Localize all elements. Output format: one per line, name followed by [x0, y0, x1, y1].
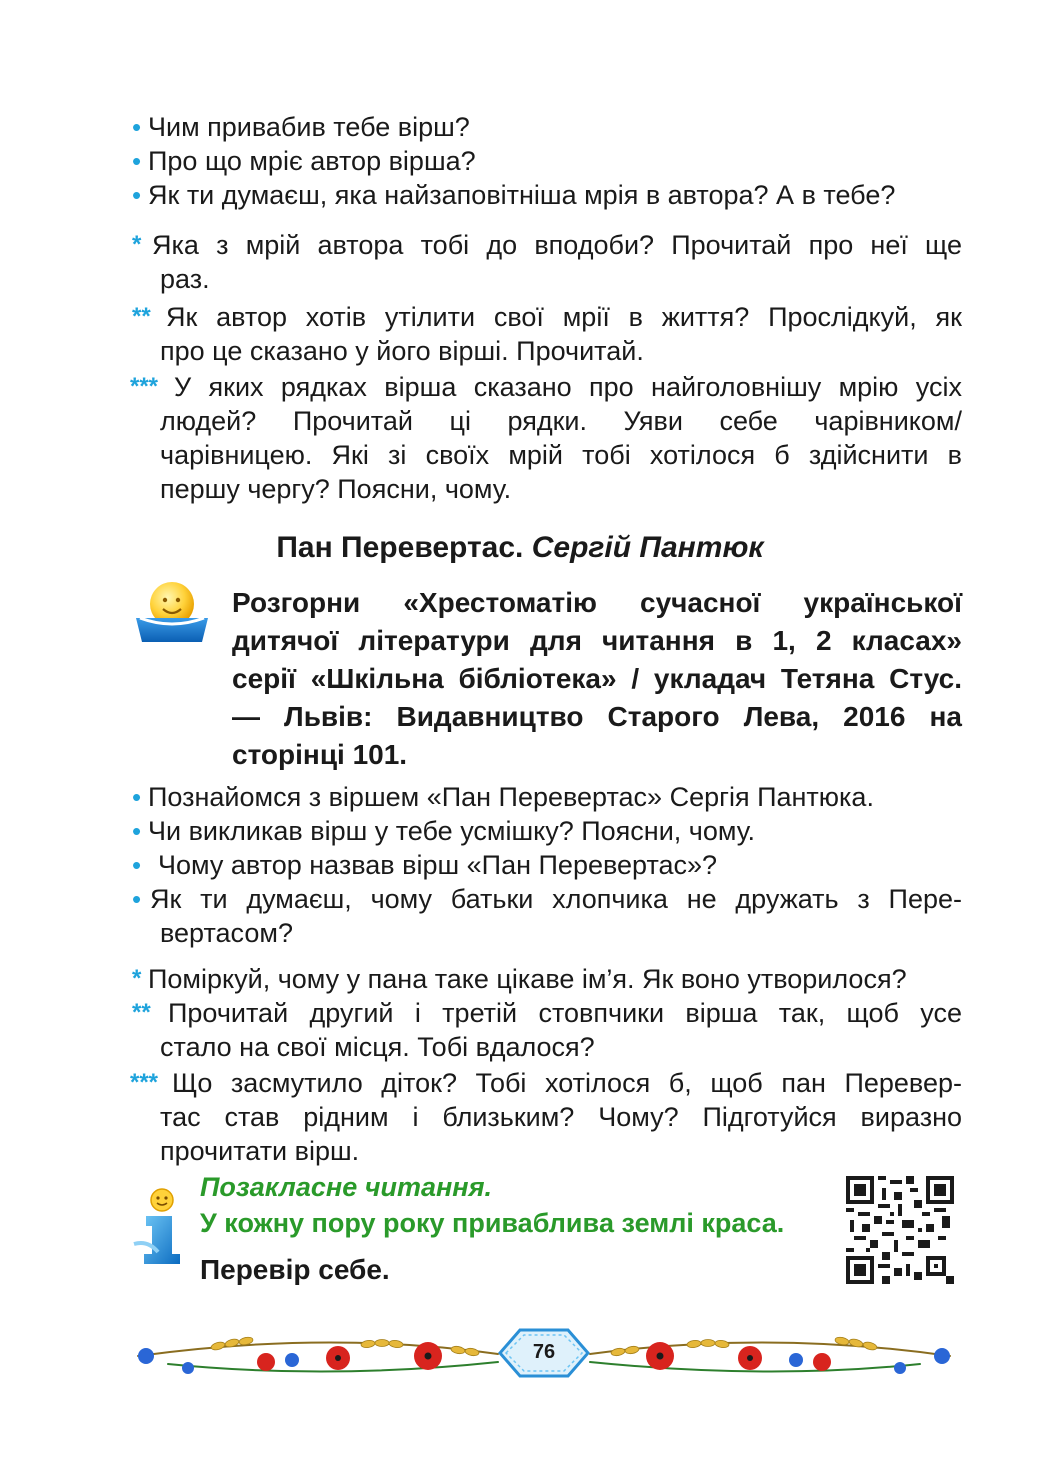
task-text: про це сказано у його вірші. Прочитай. [160, 336, 644, 366]
difficulty-mark: * [132, 231, 142, 258]
extra-reading-title: Позакласне читання. [200, 1172, 492, 1202]
difficulty-mark: ** [132, 999, 151, 1026]
task-text: тас став рідним і близьким? Чому? Підготуйся виразно [160, 1102, 962, 1132]
list-item: • Чи викликав вірш у тебе усмішку? Поясни, чому. [132, 816, 756, 846]
task-text: У яких рядках вірша сказано про найголовнішу мрію усіх [174, 372, 962, 402]
difficulty-mark: *** [130, 373, 159, 400]
extra-reading-subtitle: У кожну пору року привабливa землі краса. [200, 1208, 785, 1238]
list-item: • [132, 884, 142, 914]
task-text: людей? Прочитай ці рядки. Уяви себе чарівником/ [160, 406, 962, 436]
task-text: прочитати вірш. [160, 1136, 360, 1166]
list-item: • Про що мріє автор вірша? [132, 146, 476, 176]
self-check-label: Перевір себе. [200, 1254, 390, 1285]
task-text: першу чергу? Поясни, чому. [160, 474, 512, 504]
list-item: • Чим привабив тебе вірш? [132, 112, 470, 142]
task-text: чарівницею. Які зі своїх мрій тобі хотілося б здійснити в [160, 440, 962, 470]
reading-book-icon [132, 578, 212, 646]
info-icon [130, 1186, 194, 1270]
poem-title: Пан Перевертас. [276, 531, 524, 564]
list-item: • Познайомся з віршем «Пан Перевертас» Сергія Пантюка. [132, 782, 874, 812]
task-text: Як автор хотів утілити свої мрії в життя? Прослідкуй, як [166, 302, 962, 332]
difficulty-mark: ** [132, 303, 151, 330]
difficulty-mark: *** [130, 1069, 159, 1096]
task-text: Яка з мрій автора тобі до вподоби? Прочитай про неї ще [152, 230, 962, 260]
qr-code-icon[interactable] [846, 1176, 954, 1284]
task-text: раз. [160, 264, 210, 294]
task-text: Прочитай другий і третій стовпчики вірша так, щоб усе [168, 998, 962, 1028]
page-number: 76 [532, 1341, 556, 1363]
task-text: Що засмутило діток? Тобі хотілося б, щоб пан Перевер- [172, 1068, 962, 1098]
task-text: Поміркуй, чому у пана таке цікаве ім’я. Як воно утворилося? [148, 964, 907, 994]
list-item: • Чому автор назвав вірш «Пан Перевертас»? [132, 850, 718, 880]
list-item-text: Як ти думаєш, чому батьки хлопчика не дружать з Пере- [150, 884, 962, 914]
instruction-block: Розгорни «Хрестоматію сучасної української дитячої літератури для читання в 1, 2 класах» серії «Шкільна бібліотека» / укладач Тетяна Стус. — Львів: Видавництво Старого Лева, 2016 на сторінці 101. [232, 587, 962, 770]
list-item: • Як ти думаєш, яка найзаповітніша мрія в автора? А в тебе? [132, 180, 896, 210]
list-item-text: вертасом? [160, 918, 293, 948]
difficulty-mark: * [132, 965, 142, 992]
section-title [0, 528, 1040, 568]
poem-author: Сергій Пантюк [531, 531, 764, 564]
task-text: стало на свої місця. Тобі вдалося? [160, 1032, 595, 1062]
